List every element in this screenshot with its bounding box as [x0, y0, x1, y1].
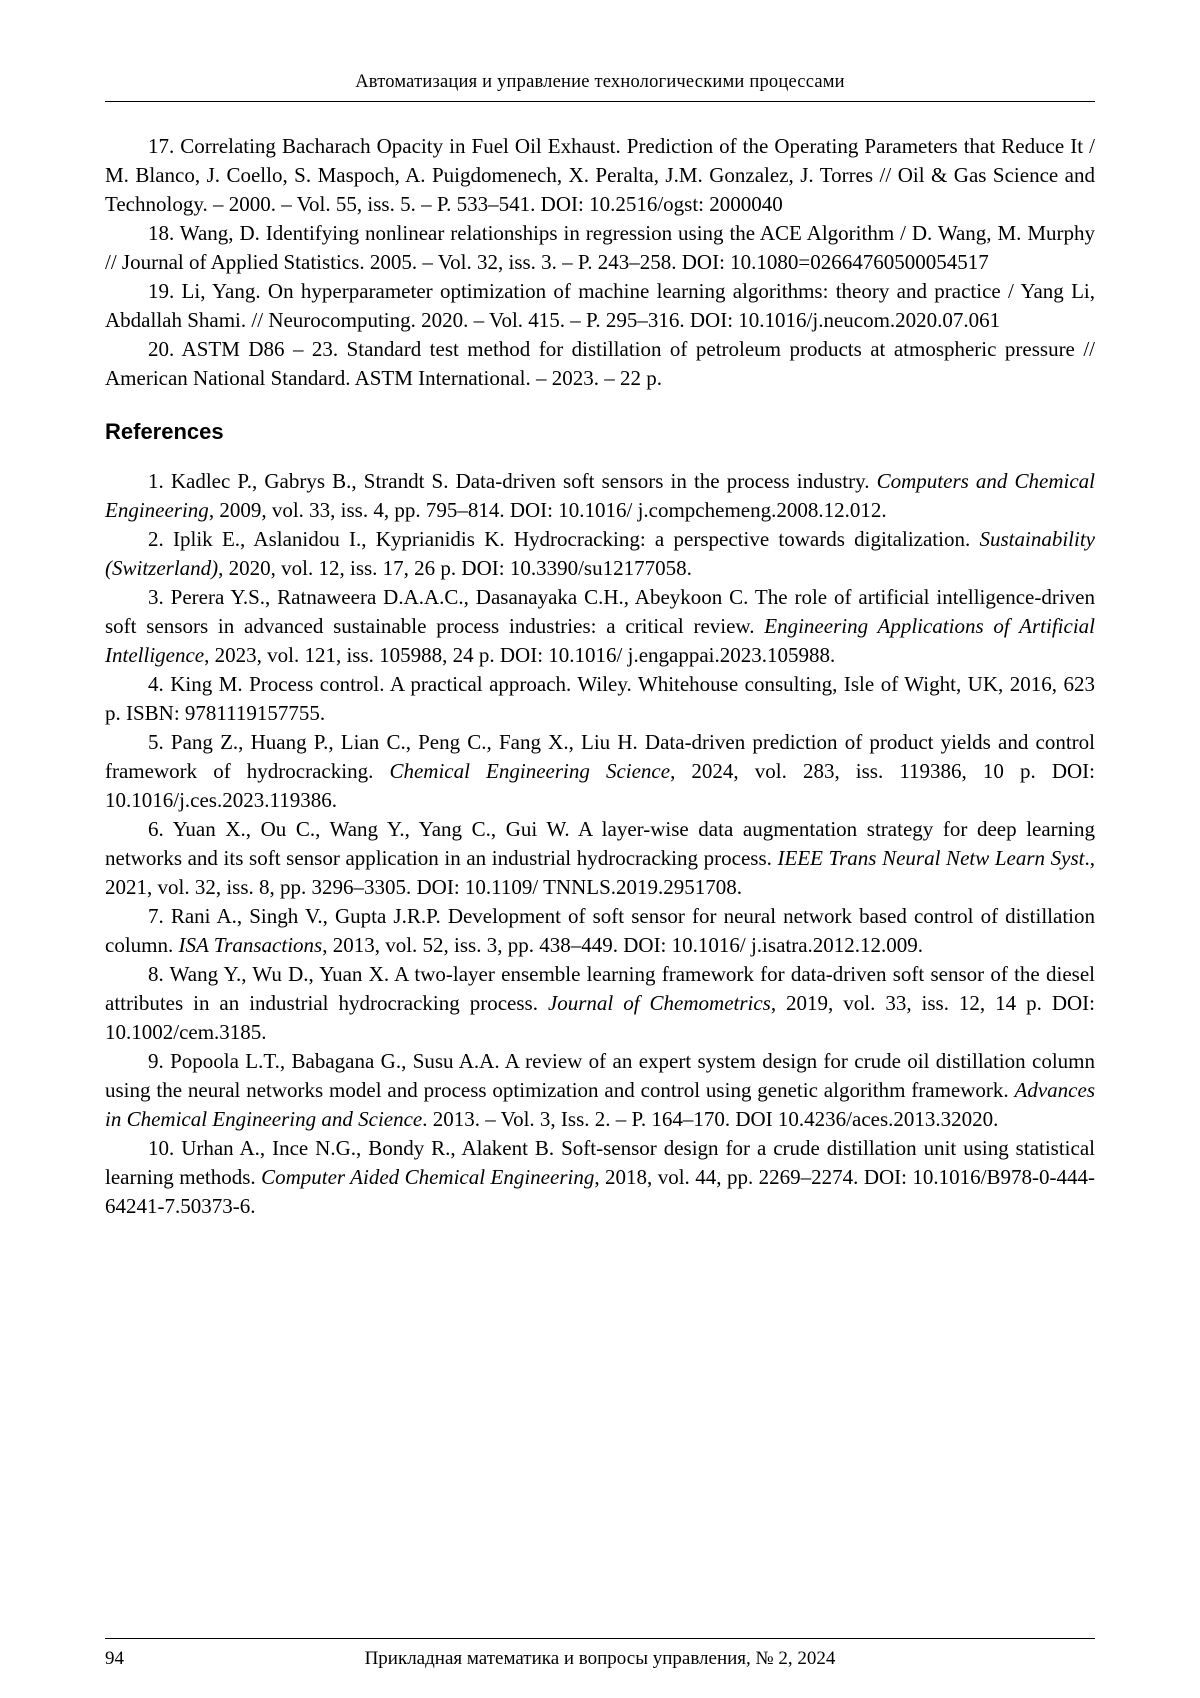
- reference-text: , 2020, vol. 12, iss. 17, 26 p. DOI: 10.3390/su12177058.: [218, 556, 692, 580]
- reference-text: , 2013, vol. 52, iss. 3, pp. 438–449. DOI: 10.1016/ j.isatra.2012.12.009.: [322, 933, 924, 957]
- journal-title-italic: Advances in Chemical Engineering and Science: [105, 1078, 1095, 1131]
- journal-title-italic: Engineering Applications of Artificial Intelligence: [105, 614, 1096, 667]
- journal-title-italic: Computers and Chemical Engineering: [105, 469, 1095, 522]
- reference-text: ., 2021, vol. 32, iss. 8, pp. 3296–3305. DOI: 10.1109/ TNNLS.2019.2951708.: [105, 846, 1095, 899]
- reference-text: , 2019, vol. 33, iss. 12, 14 p. DOI: 10.1002/cem.3185.: [105, 991, 1095, 1044]
- bibliography-item: [105, 277, 1095, 335]
- reference-item: [105, 1047, 1095, 1134]
- reference-text: , 2009, vol. 33, iss. 4, pp. 795–814. DOI: 10.1016/ j.compchemeng.2008.12.012.: [208, 498, 887, 522]
- page-number: 94: [105, 1648, 124, 1669]
- reference-text: 19. Li, Yang. On hyperparameter optimization of machine learning algorithms: theory and practice / Yang Li, Abdallah Shami. // Neurocomputing. 2020. – Vol. 415. – P. 295–316. DOI: 10.1016/j.neucom.2020.07.061: [105, 279, 1095, 332]
- running-header: [105, 72, 1095, 102]
- footer: [105, 1638, 1095, 1672]
- reference-text: 4. King M. Process control. A practical approach. Wiley. Whitehouse consulting, Isle of Wight, UK, 2016, 623 p. ISBN: 9781119157755.: [105, 672, 1095, 725]
- footer-journal-title: Прикладная математика и вопросы управления, № 2, 2024: [364, 1648, 836, 1669]
- reference-text: , 2024, vol. 283, iss. 119386, 10 p. DOI: 10.1016/j.ces.2023.119386.: [105, 759, 1095, 812]
- reference-item: [105, 815, 1095, 902]
- journal-title-italic: Journal of Chemometrics: [547, 991, 771, 1015]
- reference-text: 18. Wang, D. Identifying nonlinear relationships in regression using the ACE Algorithm / D. Wang, M. Murphy // Journal of Applied Statistics. 2005. – Vol. 32, iss. 3. – P. 243–258. DOI: 10.1080=02664760500054517: [105, 221, 1095, 274]
- reference-item: [105, 467, 1095, 525]
- reference-item: [105, 1134, 1095, 1221]
- reference-text: , 2018, vol. 44, pp. 2269–2274. DOI: 10.1016/B978-0-444-64241-7.50373-6.: [105, 1165, 1095, 1218]
- reference-text: 6. Yuan X., Ou C., Wang Y., Yang C., Gui W. A layer-wise data augmentation strategy for deep learning networks and its soft sensor application in an industrial hydrocracking process.: [105, 817, 1095, 870]
- journal-title-italic: Chemical Engineering Science: [389, 759, 671, 783]
- reference-text: 7. Rani A., Singh V., Gupta J.R.P. Development of soft sensor for neural network based control of distillation column.: [105, 904, 1095, 957]
- reference-item: [105, 525, 1095, 583]
- references-list: [105, 467, 1095, 1221]
- reference-item: [105, 583, 1095, 670]
- reference-item: [105, 670, 1095, 728]
- reference-text: . 2013. – Vol. 3, Iss. 2. – P. 164–170. DOI 10.4236/aces.2013.32020.: [422, 1107, 999, 1131]
- bibliography-item: [105, 335, 1095, 393]
- reference-text: , 2023, vol. 121, iss. 105988, 24 p. DOI: 10.1016/ j.engappai.2023.105988.: [204, 643, 836, 667]
- bibliography-list: [105, 132, 1095, 393]
- footer-rule: [105, 1638, 1095, 1639]
- reference-text: 5. Pang Z., Huang P., Lian C., Peng C., Fang X., Liu H. Data-driven prediction of product yields and control framework of hydrocracking.: [105, 730, 1095, 783]
- reference-text: 17. Correlating Bacharach Opacity in Fuel Oil Exhaust. Prediction of the Operating Parameters that Reduce It / M. Blanco, J. Coello, S. Maspoch, A. Puigdomenech, X. Peralta, J.M. Gonzalez, J. Torres // Oil & Gas Science and Technology. – 2000. – Vol. 55, iss. 5. – P. 533–541. DOI: 10.2516/ogst: 2000040: [105, 134, 1095, 216]
- journal-title-italic: Sustainability (Switzerland): [105, 527, 1095, 580]
- journal-title-italic: ISA Transactions: [178, 933, 323, 957]
- running-header-text: Автоматизация и управление технологическими процессами: [355, 72, 845, 92]
- reference-item: [105, 902, 1095, 960]
- reference-text: 3. Perera Y.S., Ratnaweera D.A.A.C., Dasanayaka C.H., Abeykoon C. The role of artificial intelligence-driven soft sensors in advanced sustainable process industries: a critical review.: [105, 585, 1095, 638]
- page-content: [105, 132, 1095, 1221]
- reference-text: 8. Wang Y., Wu D., Yuan X. A two-layer ensemble learning framework for data-driven soft sensor of the diesel attributes in an industrial hydrocracking process.: [105, 962, 1095, 1015]
- journal-title-italic: IEEE Trans Neural Netw Learn Syst: [777, 846, 1085, 870]
- reference-text: 10. Urhan A., Ince N.G., Bondy R., Alakent B. Soft-sensor design for a crude distillation unit using statistical learning methods.: [105, 1136, 1095, 1189]
- footer-row: [105, 1648, 1095, 1672]
- reference-item: [105, 960, 1095, 1047]
- reference-text: 9. Popoola L.T., Babagana G., Susu A.A. A review of an expert system design for crude oil distillation column using the neural networks model and process optimization and control using genetic algorithm framework.: [105, 1049, 1095, 1102]
- bibliography-item: [105, 219, 1095, 277]
- references-heading: References: [105, 419, 224, 444]
- reference-text: 1. Kadlec P., Gabrys B., Strandt S. Data-driven soft sensors in the process industry.: [148, 469, 877, 493]
- reference-item: [105, 728, 1095, 815]
- reference-text: 2. Iplik E., Aslanidou I., Kyprianidis K. Hydrocracking: a perspective towards digitalization.: [148, 527, 980, 551]
- journal-title-italic: Computer Aided Chemical Engineering: [261, 1165, 595, 1189]
- reference-text: 20. ASTM D86 – 23. Standard test method for distillation of petroleum products at atmospheric pressure // American National Standard. ASTM International. – 2023. – 22 p.: [105, 337, 1095, 390]
- bibliography-item: [105, 132, 1095, 219]
